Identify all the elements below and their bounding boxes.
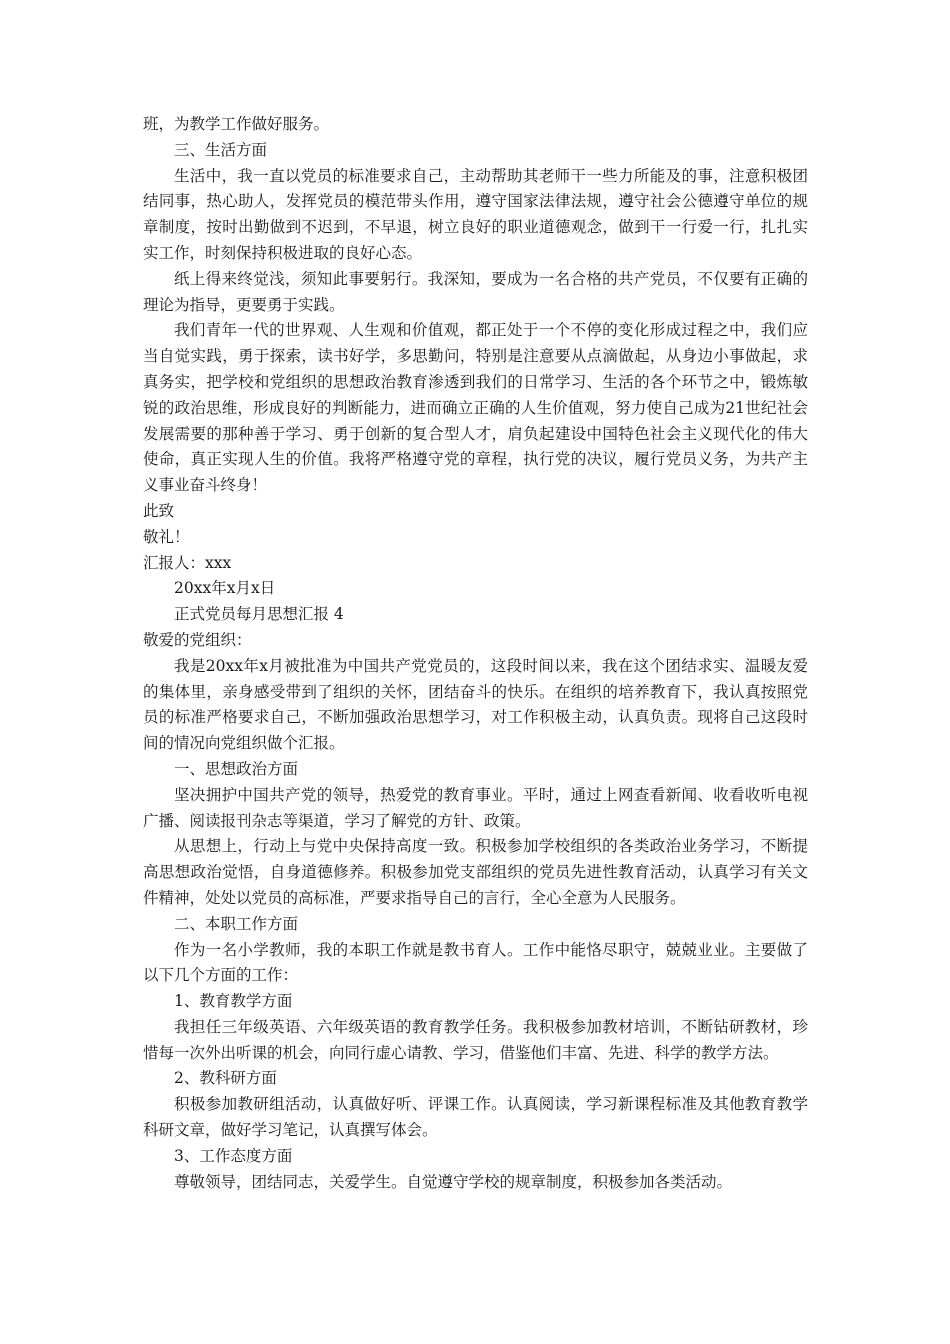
paragraph: 生活中，我一直以党员的标准要求自己，主动帮助其老师干一些力所能及的事，注意积极团结同事，热心助人，发挥党员的模范带头作用，遵守国家法律法规，遵守社会公德遵守单位的规章制度，按时出勤做到不迟到，不早退，树立良好的职业道德观念，做到干一行爱一行，扎扎实实工作，时刻保持积极进取的良好心态。 xyxy=(143,166,808,262)
reporter-signature: 汇报人：xxx xyxy=(143,553,232,572)
paragraph: 作为一名小学教师，我的本职工作就是教书育人。工作中能恪尽职守，兢兢业业。主要做了以下几个方面的工作： xyxy=(143,940,808,985)
paragraph: 坚决拥护中国共产党的领导，热爱党的教育事业。平时，通过上网查看新闻、收看收听电视广播、阅读报刊杂志等渠道，学习了解党的方针、政策。 xyxy=(143,785,808,830)
paragraph: 我们青年一代的世界观、人生观和价值观，都正处于一个不停的变化形成过程之中，我们应当自觉实践，勇于探索，读书好学，多思勤问，特别是注意要从点滴做起，从身边小事做起，求真务实，把学校和党组织的思想政治教育渗透到我们的日常学习、生活的各个环节之中，锻炼敏锐的政治思维，形成良好的判断能力，进而确立正确的人生价值观，努力使自己成为21世纪社会发展需要的那种善于学习、勇于创新的复合型人才，肩负起建设中国特色社会主义现代化的伟大使命，真正实现人生的价值。我将严格遵守党的章程，执行党的决议，履行党员义务，为共产主义事业奋斗终身！ xyxy=(143,321,808,495)
paragraph: 班，为教学工作做好服务。 xyxy=(143,115,330,133)
section-heading-work: 二、本职工作方面 xyxy=(174,914,299,933)
section-heading-life: 三、生活方面 xyxy=(174,140,268,159)
paragraph: 尊敬领导，团结同志，关爱学生。自觉遵守学校的规章制度，积极参加各类活动。 xyxy=(174,1172,733,1191)
subheading-attitude: 3、工作态度方面 xyxy=(174,1146,293,1165)
subheading-research: 2、教科研方面 xyxy=(174,1069,277,1088)
document-page xyxy=(143,112,808,1195)
section-heading-political: 一、思想政治方面 xyxy=(174,759,299,778)
subheading-teaching: 1、教育教学方面 xyxy=(174,992,293,1011)
paragraph: 纸上得来终觉浅，须知此事要躬行。我深知，要成为一名合格的共产党员，不仅要有正确的理论为指导，更要勇于实践。 xyxy=(143,269,808,314)
salutation-closing: 敬礼！ xyxy=(143,527,190,546)
report-title: 正式党员每月思想汇报 4 xyxy=(174,605,344,624)
closing-line: 此致 xyxy=(143,501,175,520)
paragraph: 从思想上，行动上与党中央保持高度一致。积极参加学校组织的各类政治业务学习，不断提高思想政治觉悟，自身道德修养。积极参加党支部组织的党员先进性教育活动，认真学习有关文件精神，处处以党员的高标准，严要求指导自己的言行，全心全意为人民服务。 xyxy=(143,837,808,907)
report-date: 20xx年x月x日 xyxy=(174,579,276,598)
paragraph: 我是20xx年x月被批准为中国共产党党员的，这段时间以来，我在这个团结求实、温暖友爱的集体里，亲身感受带到了组织的关怀，团结奋斗的快乐。在组织的培养教育下，我认真按照党员的标准严格要求自己，不断加强政治思想学习，对工作积极主动，认真负责。现将自己这段时间的情况向党组织做个汇报。 xyxy=(143,656,808,753)
salutation-opening: 敬爱的党组织： xyxy=(143,630,252,649)
paragraph: 我担任三年级英语、六年级英语的教育教学任务。我积极参加教材培训，不断钻研教材，珍惜每一次外出听课的机会，向同行虚心请教、学习，借鉴他们丰富、先进、科学的教学方法。 xyxy=(143,1017,808,1062)
paragraph: 积极参加教研组活动，认真做好听、评课工作。认真阅读，学习新课程标准及其他教育教学科研文章，做好学习笔记，认真撰写体会。 xyxy=(143,1095,808,1140)
